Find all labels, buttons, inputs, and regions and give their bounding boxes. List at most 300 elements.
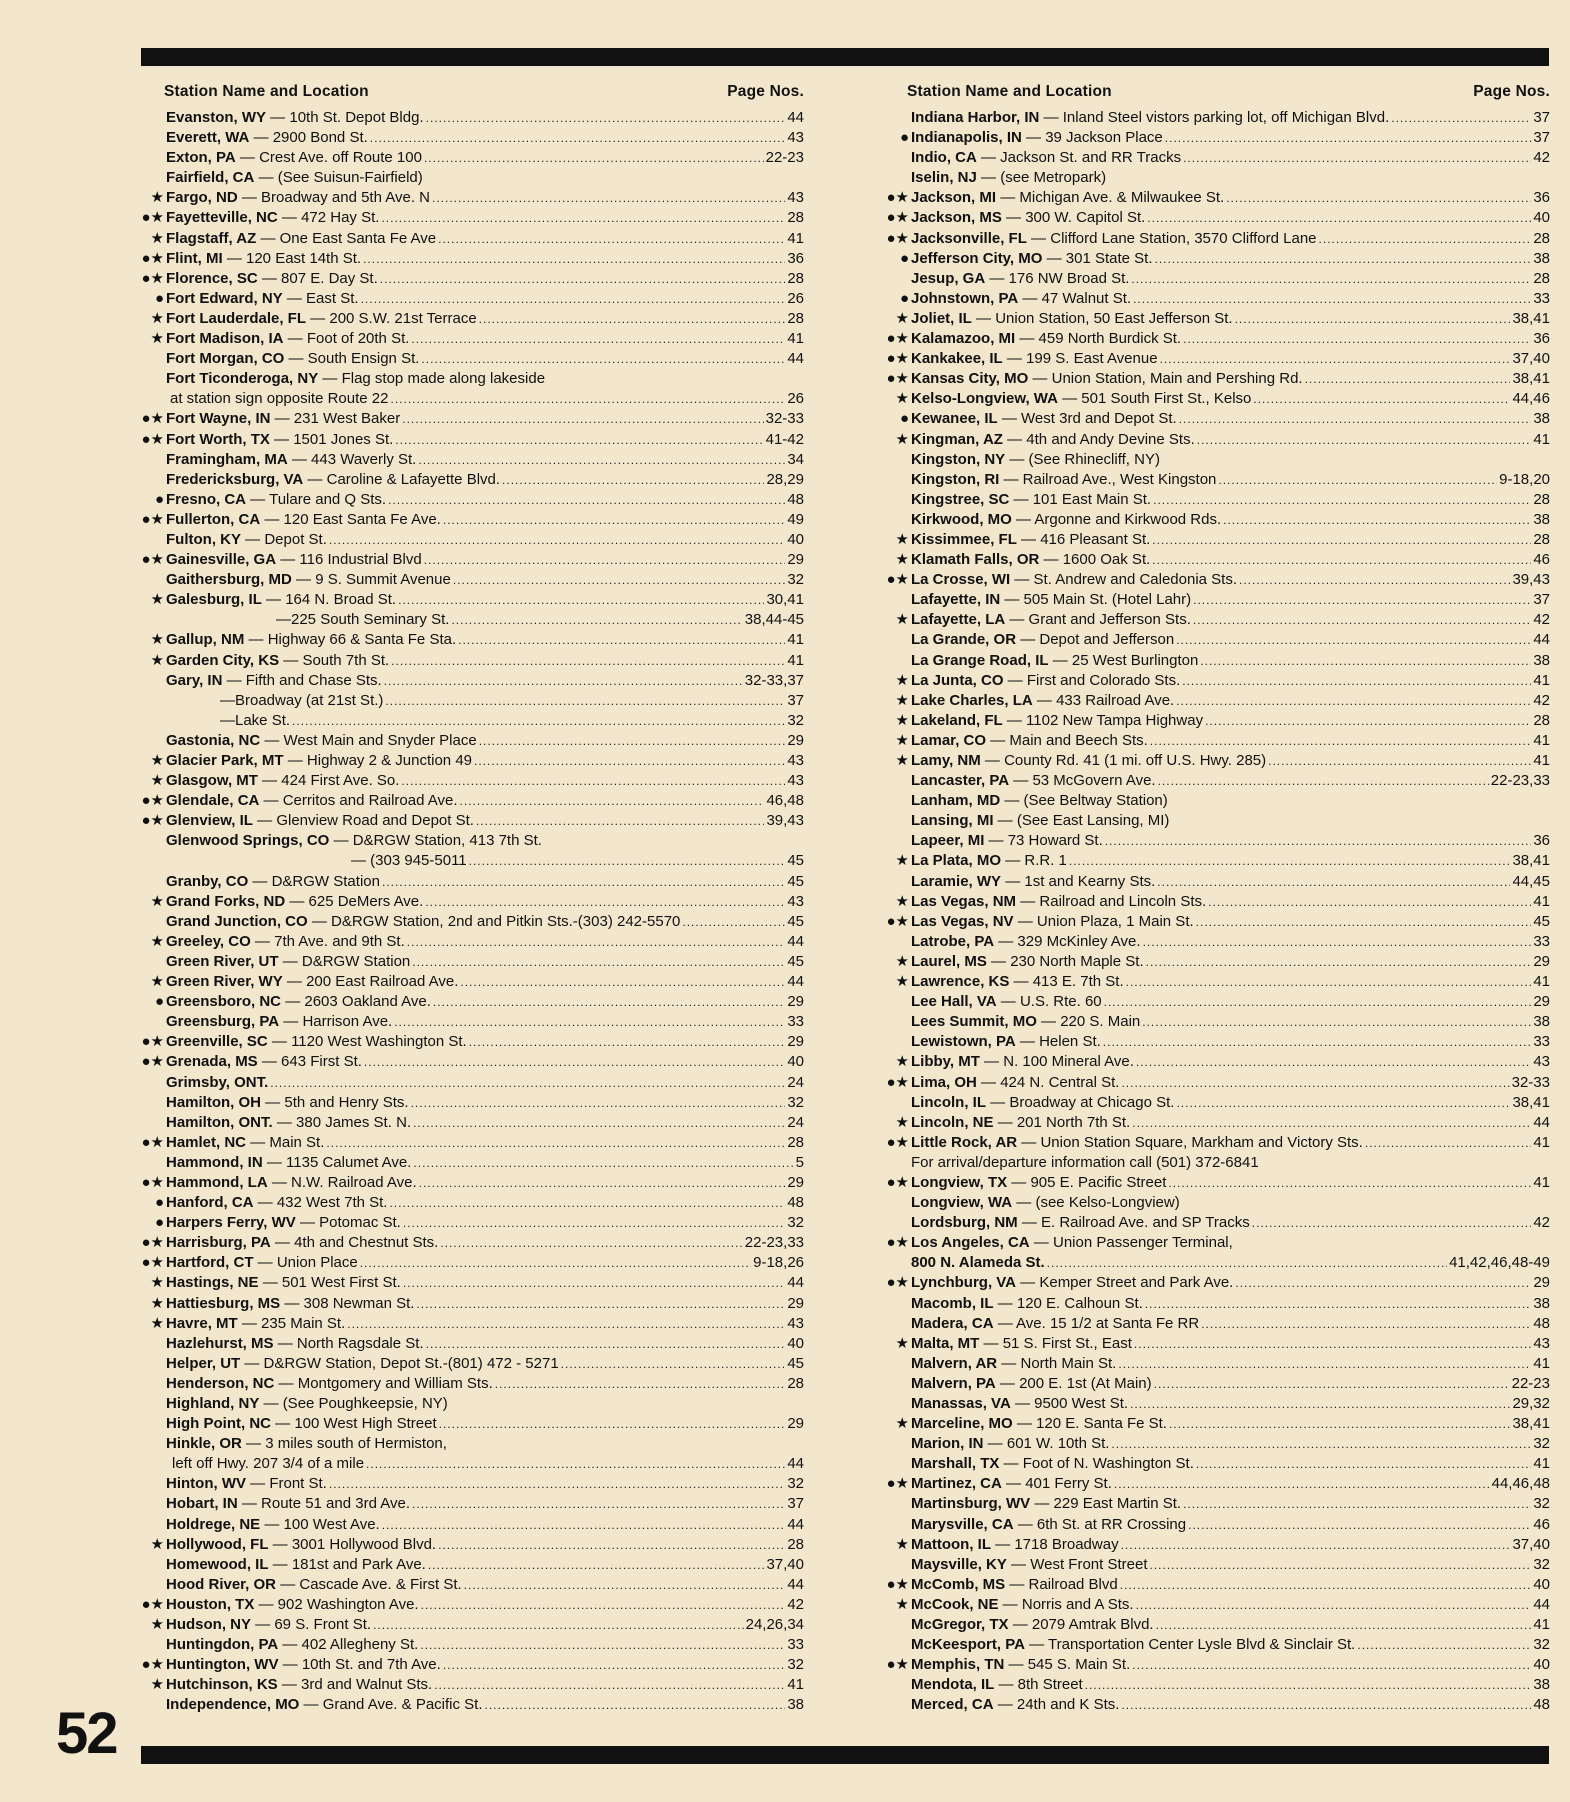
list-item	[883, 570, 1550, 590]
page-numbers: 41	[1533, 973, 1550, 991]
entry-marker: ★	[150, 1676, 164, 1694]
station-location: 1501 Jones St.	[293, 430, 394, 448]
station-name: Macomb, IL	[911, 1294, 994, 1312]
page-numbers: 24,26,34	[745, 1616, 804, 1634]
list-item	[883, 1374, 1550, 1394]
station-name: Kingston, NY	[911, 450, 1006, 468]
entry-text: Fayetteville, NC — 472 Hay St.	[166, 209, 380, 227]
entry-text: Huntingdon, PA — 402 Allegheny St.	[166, 1636, 419, 1654]
dot-leader	[360, 1253, 751, 1273]
dot-leader	[329, 530, 785, 550]
entry-text: Lamar, CO — Main and Beech Sts.	[911, 731, 1148, 749]
list-item	[883, 972, 1550, 992]
page-numbers: 33	[787, 1013, 804, 1031]
entry-text: Lake Charles, LA — 433 Railroad Ave.	[911, 691, 1175, 709]
station-name: Green River, WY	[166, 973, 283, 991]
dot-leader	[1193, 610, 1531, 630]
station-location: 401 Ferry St.	[1025, 1475, 1112, 1493]
entry-marker: ★	[150, 591, 164, 609]
station-location: (See Poughkeepsie, NY)	[282, 1395, 448, 1412]
entry-text: Laurel, MS — 230 North Maple St.	[911, 952, 1144, 970]
page-numbers: 32	[787, 1475, 804, 1493]
station-location: Flag stop made along lakeside	[341, 370, 546, 388]
dot-leader	[479, 731, 786, 751]
station-location: (see Kelso-Longview)	[1035, 1194, 1180, 1212]
list-item	[883, 771, 1550, 791]
station-name: Indianapolis, IN	[911, 129, 1022, 147]
list-item	[883, 1173, 1550, 1193]
entry-continuation: —225 South Seminary St.	[276, 611, 450, 629]
station-name: Grimsby, ONT.	[166, 1073, 269, 1091]
station-name: Lincoln, IL	[911, 1093, 986, 1111]
entry-text: Houston, TX — 902 Washington Ave.	[166, 1595, 419, 1613]
entry-text: La Grande, OR — Depot and Jefferson	[911, 631, 1175, 649]
page-numbers: 28	[1533, 229, 1550, 247]
entry-text: Fort Lauderdale, FL — 200 S.W. 21st Terrace	[166, 309, 477, 327]
dot-leader	[1145, 1294, 1532, 1314]
list-item	[883, 1615, 1550, 1635]
entry-text: Glasgow, MT — 424 First Ave. So.	[166, 772, 400, 790]
station-name: Kingston, RI	[911, 470, 1000, 488]
page-numbers: 41,42,46,48-49	[1449, 1254, 1550, 1272]
station-location: 300 W. Capitol St.	[1025, 209, 1146, 227]
dot-leader	[1235, 1273, 1531, 1293]
entry-marker: ★	[895, 691, 909, 709]
station-name: La Grande, OR	[911, 631, 1017, 649]
dot-leader	[403, 1213, 785, 1233]
entry-text: Iselin, NJ — (see Metropark)	[911, 169, 1107, 187]
station-location: 4th and Chestnut Sts.	[294, 1234, 439, 1252]
entry-marker: ●★	[886, 1234, 909, 1252]
entry-text	[166, 610, 449, 630]
dot-leader	[432, 188, 785, 208]
station-name: Lancaster, PA	[911, 772, 1010, 790]
station-location: Transportation Center Lysle Blvd & Sinclair St.	[1048, 1636, 1356, 1654]
entry-text: Hartford, CT — Union Place	[166, 1254, 358, 1272]
dot-leader	[407, 932, 786, 952]
station-name: Lynchburg, VA	[911, 1274, 1016, 1292]
dot-leader	[411, 329, 785, 349]
page-numbers: 28	[1533, 530, 1550, 548]
station-location: Union Plaza, 1 Main St.	[1036, 912, 1194, 930]
station-name: Marceline, MO	[911, 1415, 1013, 1433]
entry-continuation: left off Hwy. 207 3/4 of a mile	[172, 1455, 365, 1473]
page-numbers: 41	[787, 330, 804, 348]
list-item	[883, 1595, 1550, 1615]
dot-leader	[1176, 630, 1531, 650]
station-location: Glenview Road and Depot St.	[276, 812, 474, 830]
station-location: 2603 Oakland Ave.	[304, 993, 431, 1011]
station-name: Marshall, TX	[911, 1455, 1000, 1473]
entry-text: Martinsburg, WV — 229 East Martin St.	[911, 1495, 1182, 1513]
station-name: Lafayette, IN	[911, 591, 1001, 609]
station-location: 176 NW Broad St.	[1008, 269, 1130, 287]
dot-leader	[495, 1374, 786, 1394]
station-name: Kalamazoo, MI	[911, 330, 1016, 348]
station-name: Greeley, CO	[166, 932, 251, 950]
station-name: Hattiesburg, MS	[166, 1294, 281, 1312]
page-numbers: 44	[787, 109, 804, 126]
page-numbers: 29	[787, 1415, 804, 1433]
entry-text: Jesup, GA — 176 NW Broad St.	[911, 269, 1130, 287]
dot-leader	[469, 851, 786, 871]
station-location: 3001 Hollywood Blvd.	[291, 1535, 437, 1553]
list-item	[140, 269, 804, 289]
station-location: Front St.	[269, 1475, 327, 1493]
entry-marker: ●★	[141, 410, 164, 428]
station-name: Evanston, WY	[166, 109, 267, 126]
dot-leader	[476, 811, 765, 831]
entry-text: Glacier Park, MT — Highway 2 & Junction 49	[166, 752, 473, 769]
station-location: 53 McGovern Ave.	[1032, 772, 1156, 790]
entry-marker: ●★	[886, 209, 909, 227]
entry-text: Malta, MT — 51 S. First St., East	[911, 1334, 1132, 1352]
page-numbers: 49	[787, 510, 804, 528]
list-item	[883, 369, 1550, 389]
station-name: Fulton, KY	[166, 530, 241, 548]
dot-leader	[1105, 831, 1532, 851]
station-name: Everett, WA	[166, 129, 250, 147]
page-numbers: 24	[787, 1073, 804, 1091]
entry-text	[911, 1153, 1259, 1173]
station-location: 380 James St. N.	[296, 1113, 412, 1131]
list-item	[883, 1314, 1550, 1334]
page-numbers: 44	[787, 1274, 804, 1292]
station-name: Fort Madison, IA	[166, 330, 284, 348]
dot-leader	[1179, 409, 1532, 429]
list-item	[883, 1193, 1550, 1213]
entry-text: Granby, CO — D&RGW Station	[166, 872, 380, 890]
entry-continuation: at station sign opposite Route 22	[170, 390, 389, 408]
entry-text: Macomb, IL — 120 E. Calhoun St.	[911, 1294, 1143, 1312]
station-location: 501 South First St., Kelso	[1081, 390, 1252, 408]
station-location: Potomac St.	[319, 1214, 401, 1232]
page-numbers: 37	[1533, 109, 1550, 126]
station-name: Las Vegas, NM	[911, 892, 1017, 910]
entry-marker: ●★	[141, 1595, 164, 1613]
entry-text: Hinkle, OR — 3 miles south of Hermiston,	[166, 1435, 447, 1453]
station-location: 51 S. First St., East	[1002, 1334, 1132, 1352]
entry-text: Kingston, NY — (See Rhinecliff, NY)	[911, 450, 1160, 468]
list-item	[140, 992, 804, 1012]
dot-leader	[402, 409, 763, 429]
dot-leader	[361, 289, 786, 309]
station-name: Fort Worth, TX	[166, 430, 270, 448]
page-numbers: 22-23,33	[744, 1234, 804, 1252]
station-name: Glendale, CA	[166, 792, 260, 810]
entry-marker: ★	[895, 551, 909, 569]
dot-leader	[421, 1595, 786, 1615]
list-item	[883, 952, 1550, 972]
page-numbers: 45	[787, 872, 804, 890]
station-location: 1600 Oak St.	[1062, 551, 1151, 569]
entry-text: Las Vegas, NV — Union Plaza, 1 Main St.	[911, 912, 1194, 930]
entry-marker: ●	[154, 289, 164, 307]
station-location: 120 East Santa Fe Ave.	[283, 510, 441, 528]
station-location: South 7th St.	[302, 651, 390, 669]
station-name: Huntington, WV	[166, 1656, 279, 1674]
page-numbers: 32-33	[1511, 1073, 1550, 1091]
entry-continuation: For arrival/departure information call (501) 372-6841	[911, 1153, 1259, 1171]
entry-text: Lansing, MI — (See East Lansing, MI)	[911, 812, 1170, 830]
list-item	[140, 1595, 804, 1615]
entry-text: Fort Morgan, CO — South Ensign St.	[166, 350, 420, 368]
page-numbers: 22-23	[1511, 1374, 1550, 1392]
station-location: 2900 Bond St.	[272, 129, 368, 147]
list-item	[140, 1454, 804, 1474]
list-item	[140, 430, 804, 450]
entry-text: Fort Madison, IA — Foot of 20th St.	[166, 330, 410, 348]
station-name: Fort Edward, NY	[166, 289, 283, 307]
entry-text: Helper, UT — D&RGW Station, Depot St.-(801) 472 - 5271	[166, 1354, 559, 1372]
dot-leader	[1121, 1535, 1511, 1555]
station-location: 1718 Broadway	[1014, 1535, 1119, 1553]
station-name: Fort Morgan, CO	[166, 350, 285, 368]
list-item	[140, 1615, 804, 1635]
list-item	[883, 872, 1550, 892]
page-numbers: 36	[1533, 330, 1550, 348]
entry-text: Galesburg, IL — 164 N. Broad St.	[166, 591, 397, 609]
page-numbers: 38	[1533, 510, 1550, 528]
station-location: Railroad Ave., West Kingston	[1022, 470, 1217, 488]
entry-marker: ●	[899, 129, 909, 147]
station-location: 643 First St.	[281, 1053, 362, 1071]
page-numbers: 48	[1533, 1696, 1550, 1714]
station-name: Manassas, VA	[911, 1395, 1011, 1412]
station-location: 329 McKinley Ave.	[1017, 932, 1141, 950]
station-name: Greenville, SC	[166, 1033, 268, 1051]
page-numbers: 28	[787, 209, 804, 227]
list-item	[140, 1173, 804, 1193]
page-numbers: 42	[1533, 691, 1550, 709]
station-name: Grenada, MS	[166, 1053, 258, 1071]
entry-text: Malvern, PA — 200 E. 1st (At Main)	[911, 1374, 1152, 1392]
station-location: 6th St. at RR Crossing	[1036, 1515, 1187, 1533]
station-location: D&RGW Station, Depot St.-(801) 472 - 5271	[263, 1354, 559, 1372]
dot-leader	[385, 691, 785, 711]
station-location: (See Suisun-Fairfield)	[277, 169, 423, 187]
page-numbers: 38	[1533, 249, 1550, 267]
list-item	[140, 510, 804, 530]
entry-marker: ●★	[141, 1053, 164, 1071]
station-name: McGregor, TX	[911, 1616, 1009, 1634]
station-location: Tulare and Q Sts.	[269, 490, 387, 508]
page-numbers: 26	[787, 390, 804, 408]
entry-text: Florence, SC — 807 E. Day St.	[166, 269, 378, 287]
station-name: Hood River, OR	[166, 1575, 277, 1593]
dot-leader	[1150, 731, 1532, 751]
list-item	[140, 128, 804, 148]
page-numbers: 43	[787, 752, 804, 769]
station-location: D&RGW Station, 2nd and Pitkin Sts.-(303) 242-5570	[331, 912, 681, 930]
entry-marker: ●★	[886, 1575, 909, 1593]
list-item	[140, 349, 804, 369]
station-location: Highway 66 & Santa Fe Sta.	[267, 631, 457, 649]
entry-text: Gary, IN — Fifth and Chase Sts.	[166, 671, 382, 689]
station-name: Malvern, PA	[911, 1374, 996, 1392]
dot-leader	[1134, 1334, 1531, 1354]
list-item	[883, 1474, 1550, 1494]
station-name: Hutchinson, KS	[166, 1676, 278, 1694]
dot-leader	[438, 229, 785, 249]
entry-text: Little Rock, AR — Union Station Square, Markham and Victory Sts.	[911, 1133, 1363, 1151]
station-location: 807 E. Day St.	[281, 269, 378, 287]
page-numbers: 29	[787, 1033, 804, 1051]
station-name: Madera, CA	[911, 1314, 994, 1332]
entry-text	[166, 711, 290, 731]
entry-text: Longview, TX — 905 E. Pacific Street	[911, 1173, 1167, 1191]
entry-text: Glenwood Springs, CO — D&RGW Station, 413 7th St.	[166, 832, 542, 850]
station-location: 220 S. Main	[1060, 1013, 1141, 1031]
entry-text: Fairfield, CA — (See Suisun-Fairfield)	[166, 169, 423, 187]
dot-leader	[464, 1575, 786, 1595]
station-location: 3rd and Walnut Sts.	[301, 1676, 433, 1694]
station-name: Harrisburg, PA	[166, 1234, 271, 1252]
entry-text: Fulton, KY — Depot St.	[166, 530, 327, 548]
page-numbers: 32	[1533, 1495, 1550, 1513]
page-numbers: 39,43	[766, 812, 804, 830]
station-location: (See East Lansing, MI)	[1016, 812, 1170, 830]
list-item	[883, 430, 1550, 450]
entry-text: Lynchburg, VA — Kemper Street and Park Ave.	[911, 1274, 1234, 1292]
list-item	[140, 1153, 804, 1173]
station-name: Lake Charles, LA	[911, 691, 1033, 709]
page-numbers: 41	[1533, 1133, 1550, 1151]
list-item	[140, 1093, 804, 1113]
station-name: Gallup, NM	[166, 631, 245, 649]
station-location: 24th and K Sts.	[1016, 1696, 1120, 1714]
entry-continuation: —Broadway (at 21st St.)	[220, 691, 384, 709]
entry-text: La Plata, MO — R.R. 1	[911, 852, 1067, 870]
list-item	[140, 1294, 804, 1314]
list-item	[883, 249, 1550, 269]
entry-marker: ★	[895, 731, 909, 749]
entry-text: McCook, NE — Norris and A Sts.	[911, 1595, 1134, 1613]
entry-marker: ★	[895, 1113, 909, 1131]
entry-text	[911, 1253, 1045, 1273]
dot-leader	[292, 711, 785, 731]
list-item	[883, 1032, 1550, 1052]
station-location: R.R. 1	[1024, 852, 1067, 870]
station-location: 1st and Kearny Sts.	[1024, 872, 1156, 890]
dot-leader	[433, 992, 785, 1012]
list-item	[140, 1314, 804, 1334]
entry-text: Kansas City, MO — Union Station, Main and Pershing Rd.	[911, 370, 1303, 388]
station-name: Hamilton, OH	[166, 1093, 262, 1111]
station-location: (See Beltway Station)	[1023, 792, 1168, 810]
station-name: Lamy, NM	[911, 752, 981, 769]
entry-text: Martinez, CA — 401 Ferry St.	[911, 1475, 1112, 1493]
list-item	[140, 610, 804, 630]
entry-text: Marceline, MO — 120 E. Santa Fe St.	[911, 1415, 1167, 1433]
station-location: 39 Jackson Place	[1045, 129, 1163, 147]
page-numbers: 22-23	[765, 149, 804, 167]
station-name: Flint, MI	[166, 249, 223, 267]
station-location: 200 East Railroad Ave.	[306, 973, 459, 991]
entry-marker: ●★	[141, 209, 164, 227]
list-item	[883, 1294, 1550, 1314]
page-numbers: 42	[787, 1595, 804, 1613]
page-numbers: 41-42	[765, 430, 804, 448]
list-item	[140, 1012, 804, 1032]
page-numbers: 39,43	[1512, 571, 1550, 589]
entry-text: Greensburg, PA — Harrison Ave.	[166, 1013, 393, 1031]
dot-leader	[428, 1555, 765, 1575]
entry-text: La Junta, CO — First and Colorado Sts.	[911, 671, 1181, 689]
station-name: Hazlehurst, MS	[166, 1334, 274, 1352]
entry-text: Greensboro, NC — 2603 Oakland Ave.	[166, 993, 431, 1011]
entry-text: Hamilton, OH — 5th and Henry Sts.	[166, 1093, 409, 1111]
entry-text: Indiana Harbor, IN — Inland Steel vistors parking lot, off Michigan Blvd.	[911, 109, 1390, 126]
dot-leader	[1201, 1314, 1531, 1334]
entry-text: Lincoln, IL — Broadway at Chicago St.	[911, 1093, 1175, 1111]
dot-leader	[1218, 470, 1497, 490]
entry-marker: ●★	[886, 1173, 909, 1191]
station-name: Hamilton, ONT.	[166, 1113, 273, 1131]
list-item	[883, 811, 1550, 831]
station-location: Main St.	[269, 1133, 325, 1151]
page-numbers: 33	[1533, 932, 1550, 950]
entry-text: Lancaster, PA — 53 McGovern Ave.	[911, 772, 1156, 790]
entry-text: Madera, CA — Ave. 15 1/2 at Santa Fe RR	[911, 1314, 1200, 1332]
entry-text: Lamy, NM — County Rd. 41 (1 mi. off U.S. Hwy. 285)	[911, 752, 1267, 769]
list-item	[883, 1675, 1550, 1695]
dot-leader	[384, 671, 743, 691]
dot-leader	[1196, 1454, 1531, 1474]
list-item	[140, 490, 804, 510]
entry-text: Latrobe, PA — 329 McKinley Ave.	[911, 932, 1141, 950]
page-numbers: 9-18,26	[753, 1254, 804, 1272]
entry-marker: ★	[895, 309, 909, 327]
station-name: Latrobe, PA	[911, 932, 995, 950]
dot-leader	[1319, 229, 1532, 249]
entry-marker: ●★	[141, 792, 164, 810]
dot-leader	[1168, 1173, 1531, 1193]
entry-marker: ●★	[141, 551, 164, 569]
entry-marker: ★	[895, 1053, 909, 1071]
list-item	[883, 992, 1550, 1012]
dot-leader	[1130, 1394, 1510, 1414]
entry-continuation: —Lake St.	[220, 711, 291, 729]
station-location: 545 S. Main St.	[1027, 1656, 1131, 1674]
station-location: 120 East 14th St.	[246, 249, 362, 267]
page-numbers: 38,41	[1512, 852, 1550, 870]
page-numbers: 44,46,48	[1491, 1475, 1550, 1493]
entry-text: Jacksonville, FL — Clifford Lane Station, 3570 Clifford Lane	[911, 229, 1317, 247]
station-name: Marion, IN	[911, 1435, 984, 1453]
entry-text: Gaithersburg, MD — 9 S. Summit Avenue	[166, 571, 451, 589]
entry-text: Jackson, MI — Michigan Ave. & Milwaukee St.	[911, 189, 1225, 207]
dot-leader	[443, 1655, 786, 1675]
dot-leader	[1133, 289, 1531, 309]
station-location: 1102 New Tampa Highway	[1026, 711, 1204, 729]
entry-text: Lafayette, IN — 505 Main St. (Hotel Lahr)	[911, 591, 1192, 609]
page-numbers: 28	[787, 269, 804, 287]
dot-leader	[1252, 1213, 1532, 1233]
dot-leader	[1357, 1635, 1531, 1655]
page-numbers: 33	[1533, 289, 1550, 307]
list-item	[883, 188, 1550, 208]
list-item	[140, 309, 804, 329]
station-location: Broadway and 5th Ave. N	[261, 189, 431, 207]
dot-leader	[1156, 1615, 1532, 1635]
station-location: 181st and Park Ave.	[291, 1555, 426, 1573]
page-numbers: 5	[795, 1153, 804, 1171]
list-item	[140, 1032, 804, 1052]
station-location: 625 DeMers Ave.	[308, 892, 424, 910]
station-location: 905 E. Pacific Street	[1030, 1173, 1167, 1191]
entry-marker: ●★	[886, 1656, 909, 1674]
